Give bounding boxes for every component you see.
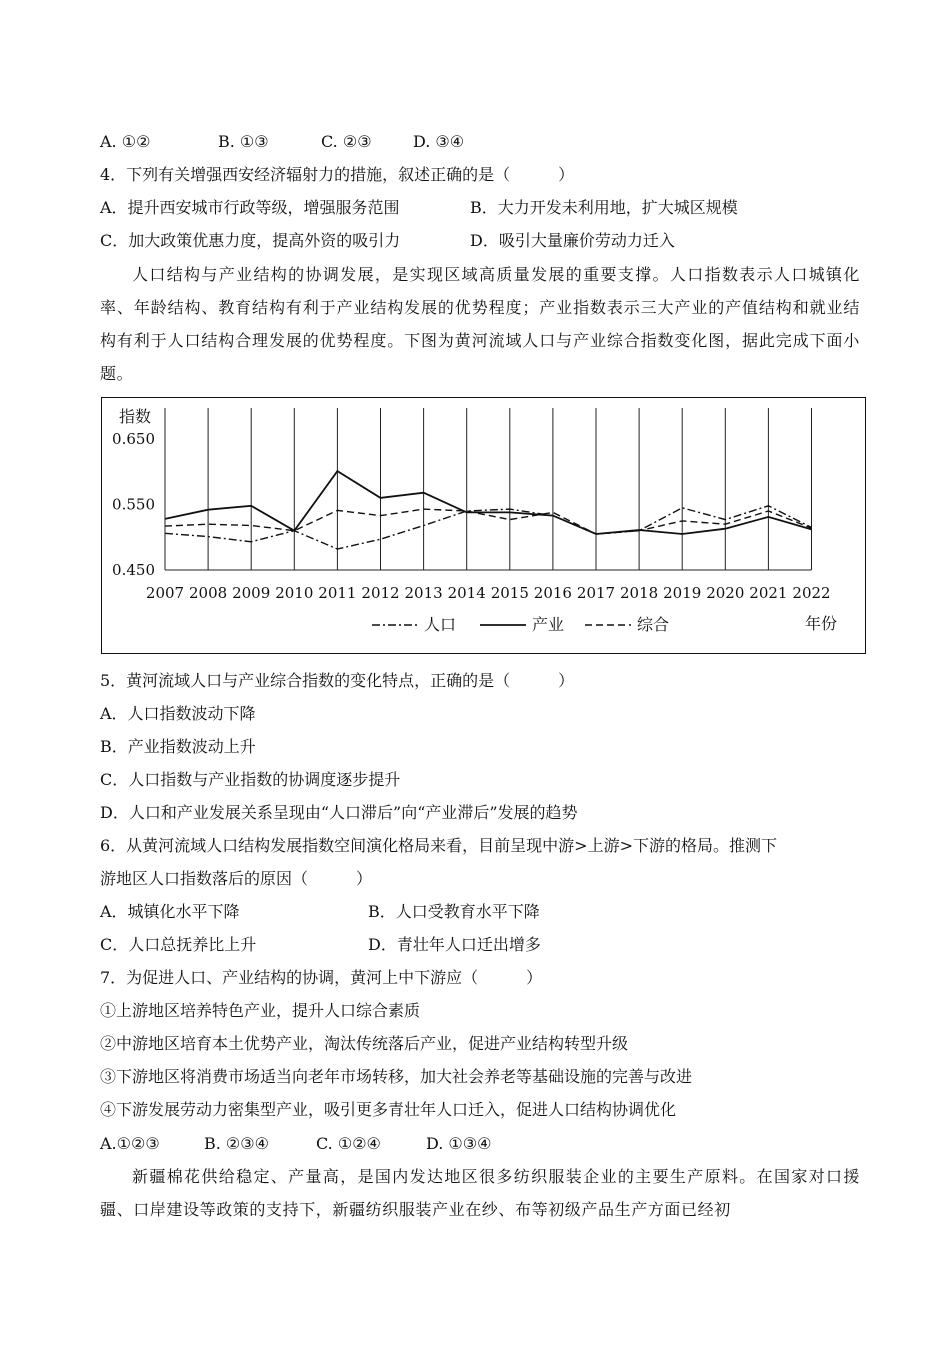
q7-item-1: ①上游地区培养特色产业，提升人口综合素质 [100, 1001, 421, 1020]
q5-option-c[interactable]: C．人口指数与产业指数的协调度逐步提升 [100, 770, 401, 789]
series-line-industry [165, 471, 812, 534]
q6-option-b[interactable]: B．人口受教育水平下降 [368, 902, 540, 921]
x-tick-label-2018: 2018 [620, 584, 659, 602]
x-tick-label-2010: 2010 [275, 584, 314, 602]
x-tick-label-2015: 2015 [490, 584, 529, 602]
legend-label-industry: 产业 [532, 615, 565, 634]
chart-legend [372, 615, 669, 634]
q6-options-row1 [100, 901, 540, 923]
x-tick-label-2013: 2013 [404, 584, 443, 602]
q4-option-d[interactable]: D．吸引大量廉价劳动力迁入 [470, 231, 675, 250]
x-tick-label-2022: 2022 [792, 584, 831, 602]
q4-stem: 4．下列有关增强西安经济辐射力的措施，叙述正确的是（ ） [100, 165, 575, 184]
q7-item-2: ②中游地区培育本土优势产业，淘汰传统落后产业，促进产业结构转型升级 [100, 1034, 629, 1053]
q5-option-d[interactable]: D．人口和产业发展关系呈现由“人口滞后”向“产业滞后”发展的趋势 [100, 803, 578, 822]
x-tick-label-2019: 2019 [663, 584, 702, 602]
chart-ticks [112, 430, 831, 602]
q7-option-c[interactable]: C. ①②④ [316, 1134, 381, 1153]
x-tick-label-2017: 2017 [576, 584, 616, 602]
x-axis-label: 年份 [805, 614, 838, 633]
q4-option-b[interactable]: B．大力开发未利用地，扩大城区规模 [470, 198, 738, 217]
x-tick-label-2016: 2016 [533, 584, 572, 602]
q6-option-c[interactable]: C．人口总抚养比上升 [100, 935, 257, 954]
x-tick-label-2020: 2020 [706, 584, 745, 602]
q3-options [100, 131, 464, 153]
q3-option-c[interactable]: C. ②③ [321, 132, 372, 151]
q3-option-b[interactable]: B. ①③ [218, 132, 269, 151]
q7-stem: 7．为促进人口、产业结构的协调，黄河上中下游应（ ） [100, 968, 543, 987]
q5-stem: 5．黄河流域人口与产业综合指数的变化特点，正确的是（ ） [100, 671, 575, 690]
legend-label-composite: 综合 [637, 615, 670, 634]
q4-options-row1 [100, 197, 738, 219]
q6-option-a[interactable]: A．城镇化水平下降 [100, 902, 240, 921]
q7-options [100, 1133, 491, 1155]
q7-option-a[interactable]: A.①②③ [100, 1134, 160, 1153]
q3-option-a[interactable]: A. ①② [100, 132, 151, 151]
q4-options-row2 [100, 230, 675, 252]
y-tick-label: 0.450 [112, 561, 155, 579]
x-tick-label-2008: 2008 [189, 584, 228, 602]
q5-option-a[interactable]: A．人口指数波动下降 [100, 704, 256, 723]
q4-option-c[interactable]: C．加大政策优惠力度，提高外资的吸引力 [100, 231, 401, 250]
q7-option-d[interactable]: D. ①③④ [426, 1134, 492, 1153]
passage-population-industry: 人口结构与产业结构的协调发展，是实现区域高质量发展的重要支撑。人口指数表示人口城镇化率、年龄结构、教育结构有利于产业结构发展的优势程度；产业指数表示三大产业的产值结构和就业结构有利于人口结构合理发展的优势程度。下图为黄河流域人口与产业综合指数变化图，据此完成下面小题。 [100, 265, 860, 383]
y-axis-label: 指数 [119, 407, 152, 426]
y-tick-label: 0.650 [112, 430, 155, 448]
x-tick-label-2011: 2011 [318, 584, 357, 602]
q7-option-b[interactable]: B. ②③④ [204, 1134, 269, 1153]
q5-option-b[interactable]: B．产业指数波动上升 [100, 737, 256, 756]
passage-xinjiang-cotton: 新疆棉花供给稳定、产量高，是国内发达地区很多纺织服装企业的主要生产原料。在国家对口援疆、口岸建设等政策的支持下，新疆纺织服装产业在纱、布等初级产品生产方面已经初 [100, 1167, 860, 1219]
q7-item-4: ④下游发展劳动力密集型产业，吸引更多青壮年人口迁入，促进人口结构协调优化 [100, 1100, 677, 1119]
q3-option-d[interactable]: D. ③④ [413, 132, 465, 151]
q6-stem-line1: 6．从黄河流域人口结构发展指数空间演化格局来看，目前呈现中游>上游>下游的格局。推测下 [100, 836, 777, 855]
q6-stem-line2: 游地区人口指数落后的原因（ ） [100, 869, 373, 888]
index-line-chart [101, 397, 866, 654]
q6-option-d[interactable]: D．青壮年人口迁出增多 [368, 935, 541, 954]
y-tick-label: 0.550 [112, 495, 155, 514]
q4-option-a[interactable]: A．提升西安城市行政等级，增强服务范围 [100, 198, 400, 217]
q7-item-3: ③下游地区将消费市场适当向老年市场转移，加大社会养老等基础设施的完善与改进 [100, 1067, 693, 1086]
legend-label-population: 人口 [424, 615, 457, 634]
x-tick-label-2009: 2009 [232, 584, 271, 602]
q6-options-row2 [100, 934, 541, 956]
x-tick-label-2021: 2021 [749, 584, 788, 602]
chart-grid [165, 408, 812, 570]
x-tick-label-2007: 2007 [145, 584, 185, 602]
x-tick-label-2012: 2012 [361, 584, 400, 602]
x-tick-label-2014: 2014 [447, 584, 486, 602]
chart-series [165, 471, 812, 549]
chart-svg [102, 398, 864, 652]
